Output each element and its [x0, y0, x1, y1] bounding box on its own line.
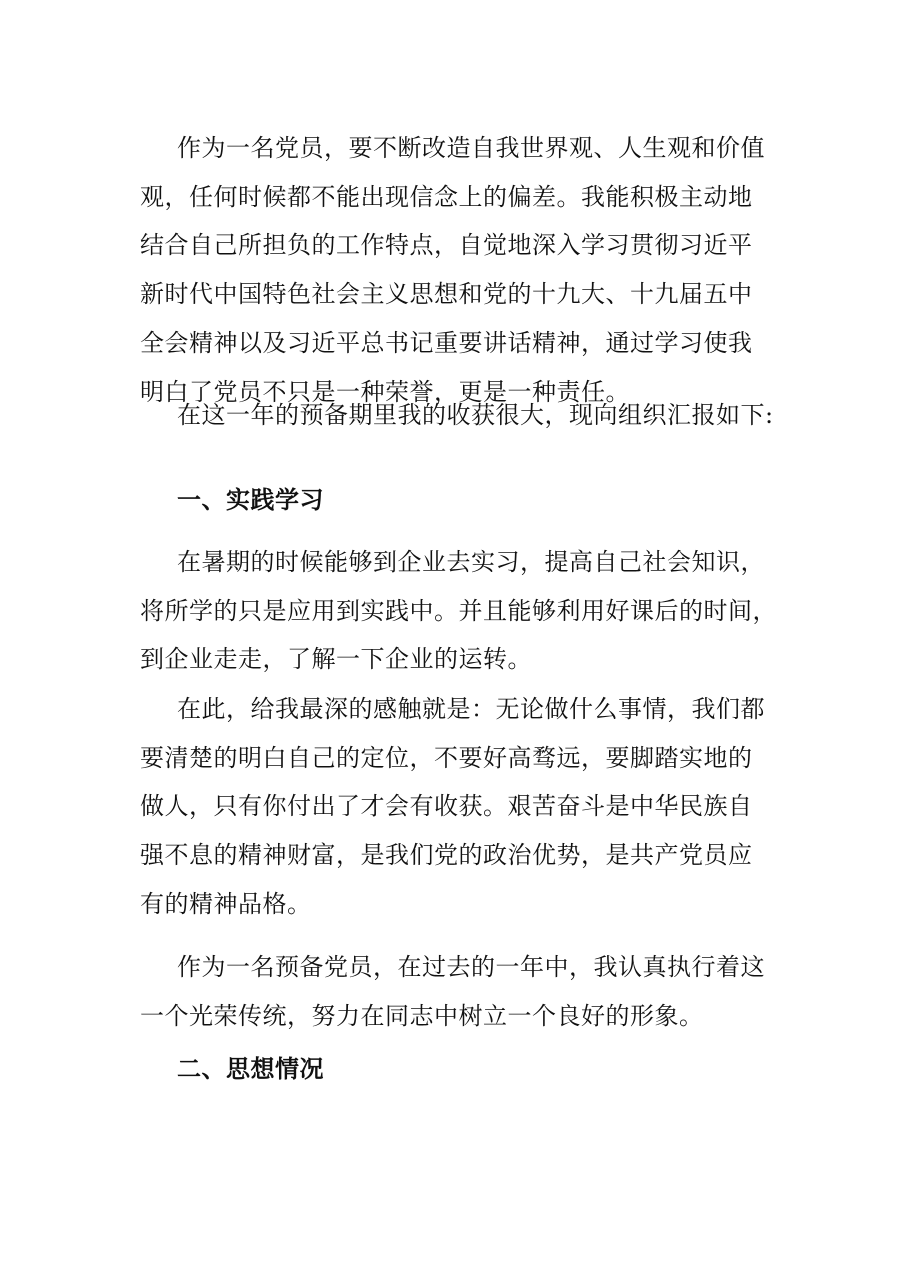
paragraph-line: 强不息的精神财富，是我们党的政治优势，是共产党员应: [140, 841, 753, 870]
section-heading-practice: 一、实践学习: [177, 486, 324, 514]
paragraph-3: [140, 538, 780, 684]
paragraph-2: [140, 391, 780, 440]
paragraph-line: 在暑期的时候能够到企业去实习，提高自己社会知识，: [177, 548, 765, 576]
paragraph-line: 新时代中国特色社会主义思想和党的十九大、十九届五中: [140, 280, 753, 309]
paragraph-line: 做人，只有你付出了才会有收获。艰苦奋斗是中华民族自: [140, 792, 753, 821]
paragraph-line: 结合自己所担负的工作特点，自觉地深入学习贯彻习近平: [140, 231, 753, 260]
paragraph-line: 一个光荣传统，努力在同志中树立一个良好的形象。: [140, 1001, 704, 1030]
paragraph-line: 要清楚的明白自己的定位，不要好高骛远，要脚踏实地的: [140, 743, 753, 772]
paragraph-line: 在这一年的预备期里我的收获很大，现向组织汇报如下:: [177, 401, 774, 429]
paragraph-line: 有的精神品格。: [140, 889, 312, 918]
paragraph-line: 全会精神以及习近平总书记重要讲话精神，通过学习使我: [140, 328, 753, 357]
paragraph-5: [140, 943, 780, 1040]
paragraph-line: 观，任何时候都不能出现信念上的偏差。我能积极主动地: [140, 182, 753, 211]
paragraph-line: 明白了党员不只是一种荣誉，更是一种责任。: [140, 377, 630, 406]
paragraph-line: 在此，给我最深的感触就是：无论做什么事情，我们都: [177, 695, 765, 723]
paragraph-line: 到企业走走，了解一下企业的运转。: [140, 645, 532, 674]
paragraph-line: 作为一名预备党员，在过去的一年中，我认真执行着这: [177, 953, 765, 981]
paragraph-1: [140, 124, 780, 416]
section-heading-thought: 二、思想情况: [177, 1055, 324, 1083]
paragraph-line: 作为一名党员，要不断改造自我世界观、人生观和价值: [177, 134, 765, 162]
paragraph-line: 将所学的只是应用到实践中。并且能够利用好课后的时间，: [140, 596, 777, 625]
paragraph-4: [140, 685, 780, 929]
